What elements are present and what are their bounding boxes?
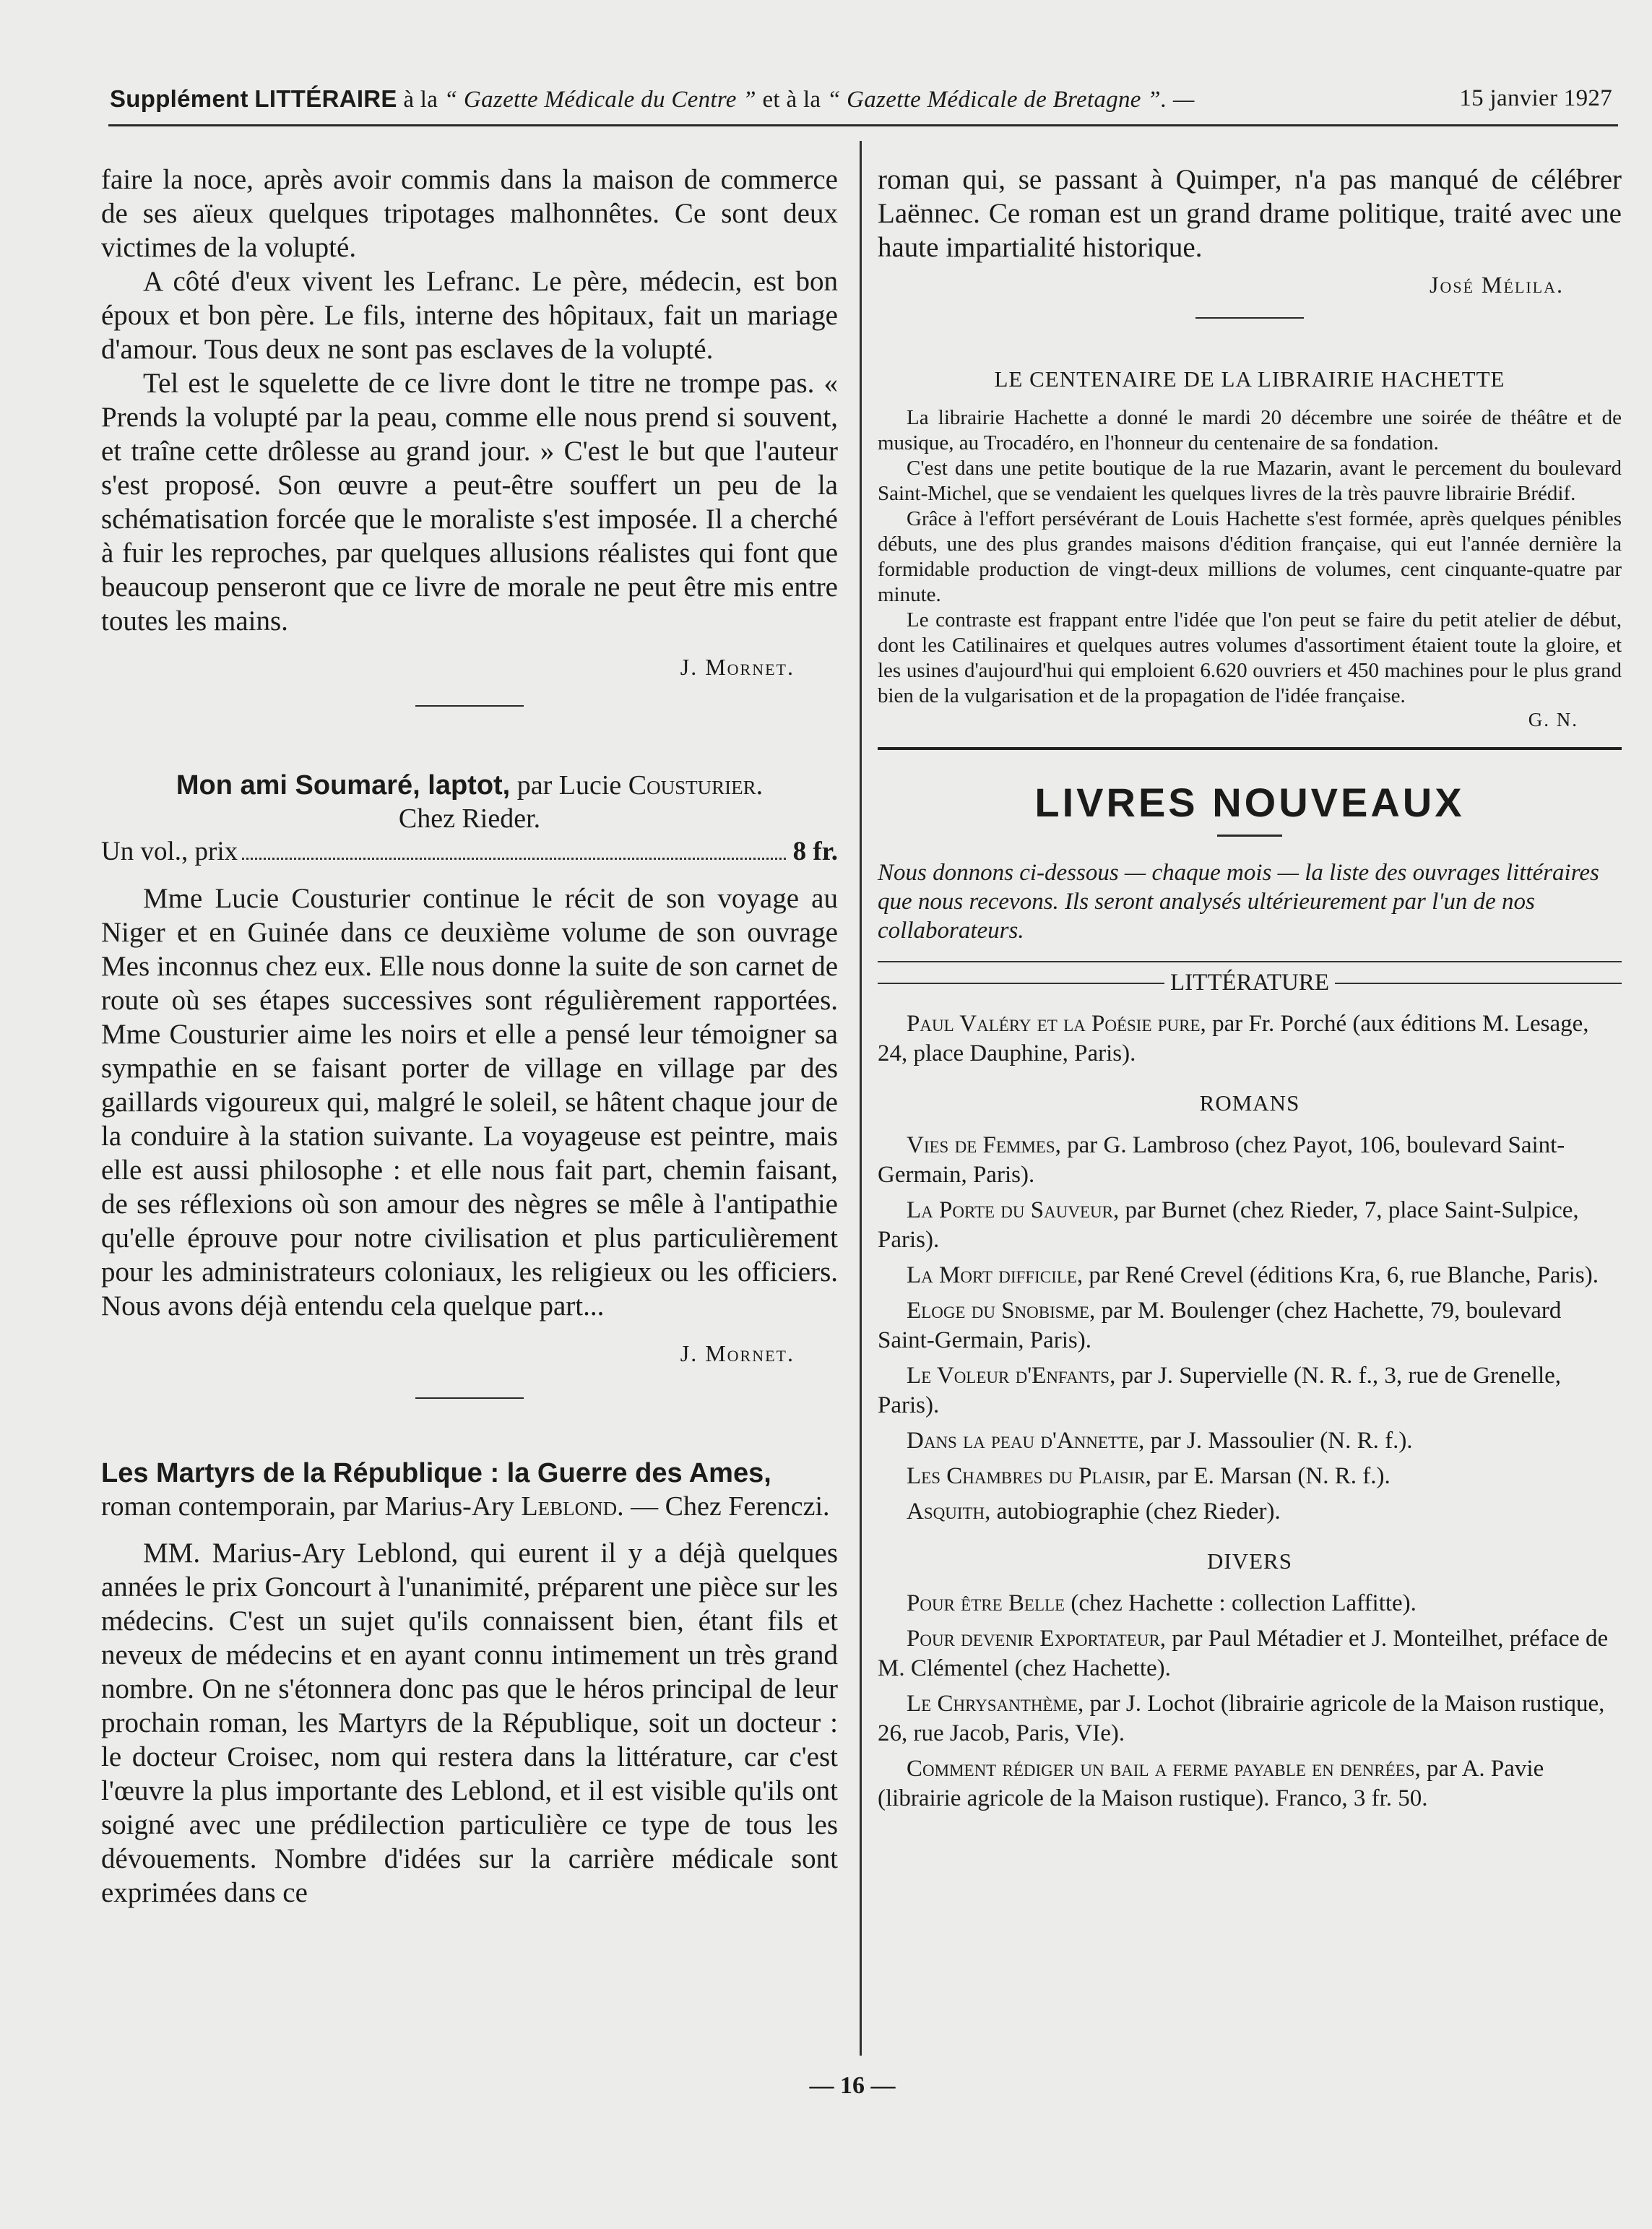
book-entry [878, 1497, 1622, 1527]
book-title: Comment rédiger un bail a ferme payable en denrées, [907, 1756, 1421, 1782]
paragraph: Le contraste est frappant entre l'idée que l'on peut se faire du petit atelier de début, dont les Catilinaires et quelques autres volumes d'assortiment étaient toute la gloire, et les usines d'aujourd'hui qui emploient 6.620 ouvriers et 450 machines pour le plus grand bien de la vulgarisation et de la propagation de l'idée française. [878, 608, 1622, 707]
romans-heading: ROMANS [1199, 1090, 1300, 1116]
book-title: Vies de Femmes, [907, 1132, 1061, 1158]
price: 8 fr. [792, 837, 838, 866]
book-title: Pour devenir Exportateur, [907, 1626, 1167, 1652]
paragraph: faire la noce, après avoir commis dans la maison de commerce de ses aïeux quelques tripotages malhonnêtes. Ce sont deux victimes de la volupté. [101, 164, 838, 263]
right-column [878, 163, 1622, 1819]
book-details: par E. Marsan (N. R. f.). [1151, 1463, 1391, 1489]
review-subtitle: roman contemporain, par Marius-Ary [101, 1491, 514, 1522]
book-entry [878, 1196, 1622, 1255]
romans-list [878, 1131, 1622, 1527]
book-title: Paul Valéry et la Poésie pure, [907, 1011, 1206, 1037]
paragraph: Mme Lucie Cousturier continue le récit de son voyage au Niger et en Guinée dans ce deuxième volume de son ouvrage Mes inconnus chez eux. Elle nous donne la suite de son carnet de route où ses étapes successives sont régulièrement rapportées. Mme Cousturier aime les noirs et elle a pensé leur témoigner sa sympathie en se faisant porter de village en village par des gaillards vigoureux qui, malgré le soleil, se hâtent chaque jour de la conduire à la station suivante. La voyageuse est peintre, mais elle est aussi philosophe : et elle nous fait part, chemin faisant, de ses réflexions où son amour des nègres se mêle à l'antipathie qu'elle éprouve pour notre civilisation et plus particulièrement pour les administrateurs coloniaux, les religieux ou les officiers. Nous avons déjà entendu cela quelque part... [101, 883, 838, 1322]
paragraph: C'est dans une petite boutique de la rue Mazarin, avant le percement du boulevard Saint-Michel, que se vendaient les quelques livres de la très pauvre librairie Brédif. [878, 457, 1622, 505]
rule [878, 961, 1622, 962]
review-by: par Lucie [516, 770, 622, 801]
header-litteraire: LITTÉRAIRE [254, 85, 397, 112]
paragraph: MM. Marius-Ary Leblond, qui eurent il y a déjà quelques années le prix Goncourt à l'unanimité, préparent une pièce sur les médecins. C'est un sujet qu'ils connaissent bien, étant fils et neveux de médecins et en ayant connu intimement un très grand nombre. On ne s'étonnera donc pas que le héros principal de leur prochain roman, les Martyrs de la République, soit un docteur : le docteur Croisec, nom qui restera dans la littérature, car c'est l'œuvre la plus importante des Leblond, et il est visible qu'ils ont soigné avec une prédilection particulière ce type de tous les dévouements. Nombre d'idées sur la carrière médicale sont exprimées dans ce [101, 1538, 838, 1908]
book-title: Pour être Belle [907, 1590, 1065, 1616]
book-details: autobiographie (chez Rieder). [990, 1499, 1281, 1525]
litterature-list [878, 1009, 1622, 1069]
book-title: La Mort difficile, [907, 1262, 1084, 1288]
separator [415, 1397, 524, 1399]
book-title: Asquith, [907, 1499, 991, 1525]
divers-list [878, 1589, 1622, 1814]
signature: J. Mornet. [680, 1340, 795, 1366]
book-details: par M. Boulenger (chez Hachette, 79, boulevard Saint-Germain, Paris). [878, 1298, 1562, 1353]
review-title: Les Martyrs de la République : la Guerre des Ames, [101, 1458, 771, 1488]
separator [415, 705, 524, 707]
book-entry [878, 1462, 1622, 1491]
paragraph: Grâce à l'effort persévérant de Louis Hachette s'est formée, après quelques pénibles débuts, une des plus grandes maisons d'édition française, qui eut l'année dernière la formidable production de vingt-deux millions de volumes, cent cinquante-quatre par minute. [878, 507, 1622, 606]
spacer [878, 392, 1622, 405]
litterature-heading-row [878, 970, 1622, 996]
price-line [101, 835, 838, 868]
intro-text: Nous donnons ci-dessous — chaque mois — la liste des ouvrages littéraires que nous recevons. Ils seront analysés ultérieurement par l'un de nos collaborateurs. [878, 860, 1599, 944]
book-entry [878, 1261, 1622, 1290]
book-entry [878, 1009, 1622, 1069]
book-title: Dans la peau d'Annette, [907, 1428, 1145, 1454]
book-details: par Burnet (chez Rieder, 7, place Saint-Sulpice, Paris). [878, 1197, 1579, 1253]
left-column [101, 163, 838, 1910]
book-details: par Fr. Porché (aux éditions M. Lesage, 24, place Dauphine, Paris). [878, 1011, 1589, 1066]
header-rule [108, 124, 1618, 126]
volume-label: Un vol., prix [101, 837, 238, 866]
dot-leader [242, 858, 786, 860]
review-author: Leblond. [521, 1491, 624, 1522]
paragraph: roman qui, se passant à Quimper, n'a pas manqué de célébrer Laënnec. Ce roman est un grand drame politique, traité avec une haute impartialité historique. [878, 164, 1622, 263]
book-title: Le Voleur d'Enfants, [907, 1363, 1116, 1389]
book-entry [878, 1754, 1622, 1814]
rule [1335, 983, 1622, 984]
header-text: et à la [762, 87, 821, 113]
book-details: par J. Massoulier (N. R. f.). [1144, 1428, 1413, 1454]
page-number: — 16 — [809, 2072, 896, 2099]
book-entry [878, 1589, 1622, 1618]
review-title: Mon ami Soumaré, laptot, [176, 770, 511, 801]
book-details: par Paul Métadier et J. Monteilhet, préface de M. Clémentel (chez Hachette). [878, 1626, 1609, 1681]
separator [1217, 835, 1282, 837]
paragraph: La librairie Hachette a donné le mardi 20 décembre une soirée de théâtre et de musique, au Trocadéro, en l'honneur du centenaire de sa fondation. [878, 406, 1622, 454]
book-entry [878, 1426, 1622, 1456]
rule [878, 983, 1164, 984]
header-date: 15 janvier 1927 [1459, 85, 1612, 111]
book-details: (chez Hachette : collection Laffitte). [1065, 1590, 1417, 1616]
header-text: à la [403, 87, 438, 113]
book-entry [878, 1131, 1622, 1190]
book-details: par G. Lambroso (chez Payot, 106, boulevard Saint-Germain, Paris). [878, 1132, 1565, 1188]
section-heading: LE CENTENAIRE DE LA LIBRAIRIE HACHETTE [994, 366, 1505, 392]
book-entry [878, 1361, 1622, 1420]
review-heading [101, 1457, 838, 1523]
spacer [878, 996, 1622, 1009]
review-author: Cousturier. [628, 770, 764, 801]
livres-nouveaux-title: LIVRES NOUVEAUX [1034, 780, 1465, 825]
book-entry [878, 1296, 1622, 1355]
signature: G. N. [1528, 709, 1578, 730]
divers-heading: DIVERS [1207, 1548, 1292, 1574]
header-gazette-bretagne: “ Gazette Médicale de Bretagne ”. — [826, 87, 1195, 113]
book-details: par A. Pavie (librairie agricole de la Maison rustique). Franco, 3 fr. 50. [878, 1756, 1544, 1811]
paragraph: Tel est le squelette de ce livre dont le titre ne trompe pas. « Prends la volupté par la peau, comme elle nous prend si souvent, et traîne cette drôlesse au grand jour. » C'est le but que l'auteur s'est proposé. Son œuvre a peut-être souffert un peu de la schématisation forcée que le moraliste s'est imposée. Il a cherché à fuir les reproches, par quelques allusions réalistes qui font que beaucoup penseront que ce livre de morale ne peut être mis entre toutes les mains. [101, 368, 838, 637]
review-publisher: Chez Rieder. [398, 803, 541, 834]
book-title: Eloge du Snobisme, [907, 1298, 1096, 1324]
book-title: Les Chambres du Plaisir, [907, 1463, 1151, 1489]
book-title: Le Chrysanthème, [907, 1691, 1084, 1717]
litterature-heading: LITTÉRATURE [1170, 970, 1329, 996]
book-details: par J. Supervielle (N. R. f., 3, rue de Grenelle, Paris). [878, 1363, 1562, 1418]
page-header [110, 85, 1612, 113]
signature: José Mélila. [1430, 272, 1564, 298]
header-supplement: Supplément [110, 85, 248, 112]
book-title: La Porte du Sauveur, [907, 1197, 1120, 1223]
header-gazette-centre: “ Gazette Médicale du Centre ” [444, 87, 756, 113]
book-entry [878, 1624, 1622, 1683]
separator [1195, 317, 1304, 319]
column-divider [860, 141, 862, 2056]
review-heading [101, 769, 838, 802]
book-details: par J. Lochot (librairie agricole de la Maison rustique, 26, rue Jacob, Paris, VIe). [878, 1691, 1605, 1746]
review-publisher: — Chez Ferenczi. [631, 1491, 830, 1522]
signature: J. Mornet. [680, 654, 795, 680]
section-rule [878, 747, 1622, 750]
book-details: par René Crevel (éditions Kra, 6, rue Blanche, Paris). [1083, 1262, 1599, 1288]
book-entry [878, 1689, 1622, 1749]
paragraph: A côté d'eux vivent les Lefranc. Le père, médecin, est bon époux et bon père. Le fils, interne des hôpitaux, fait un mariage d'amour. Tous deux ne sont pas esclaves de la volupté. [101, 266, 838, 365]
